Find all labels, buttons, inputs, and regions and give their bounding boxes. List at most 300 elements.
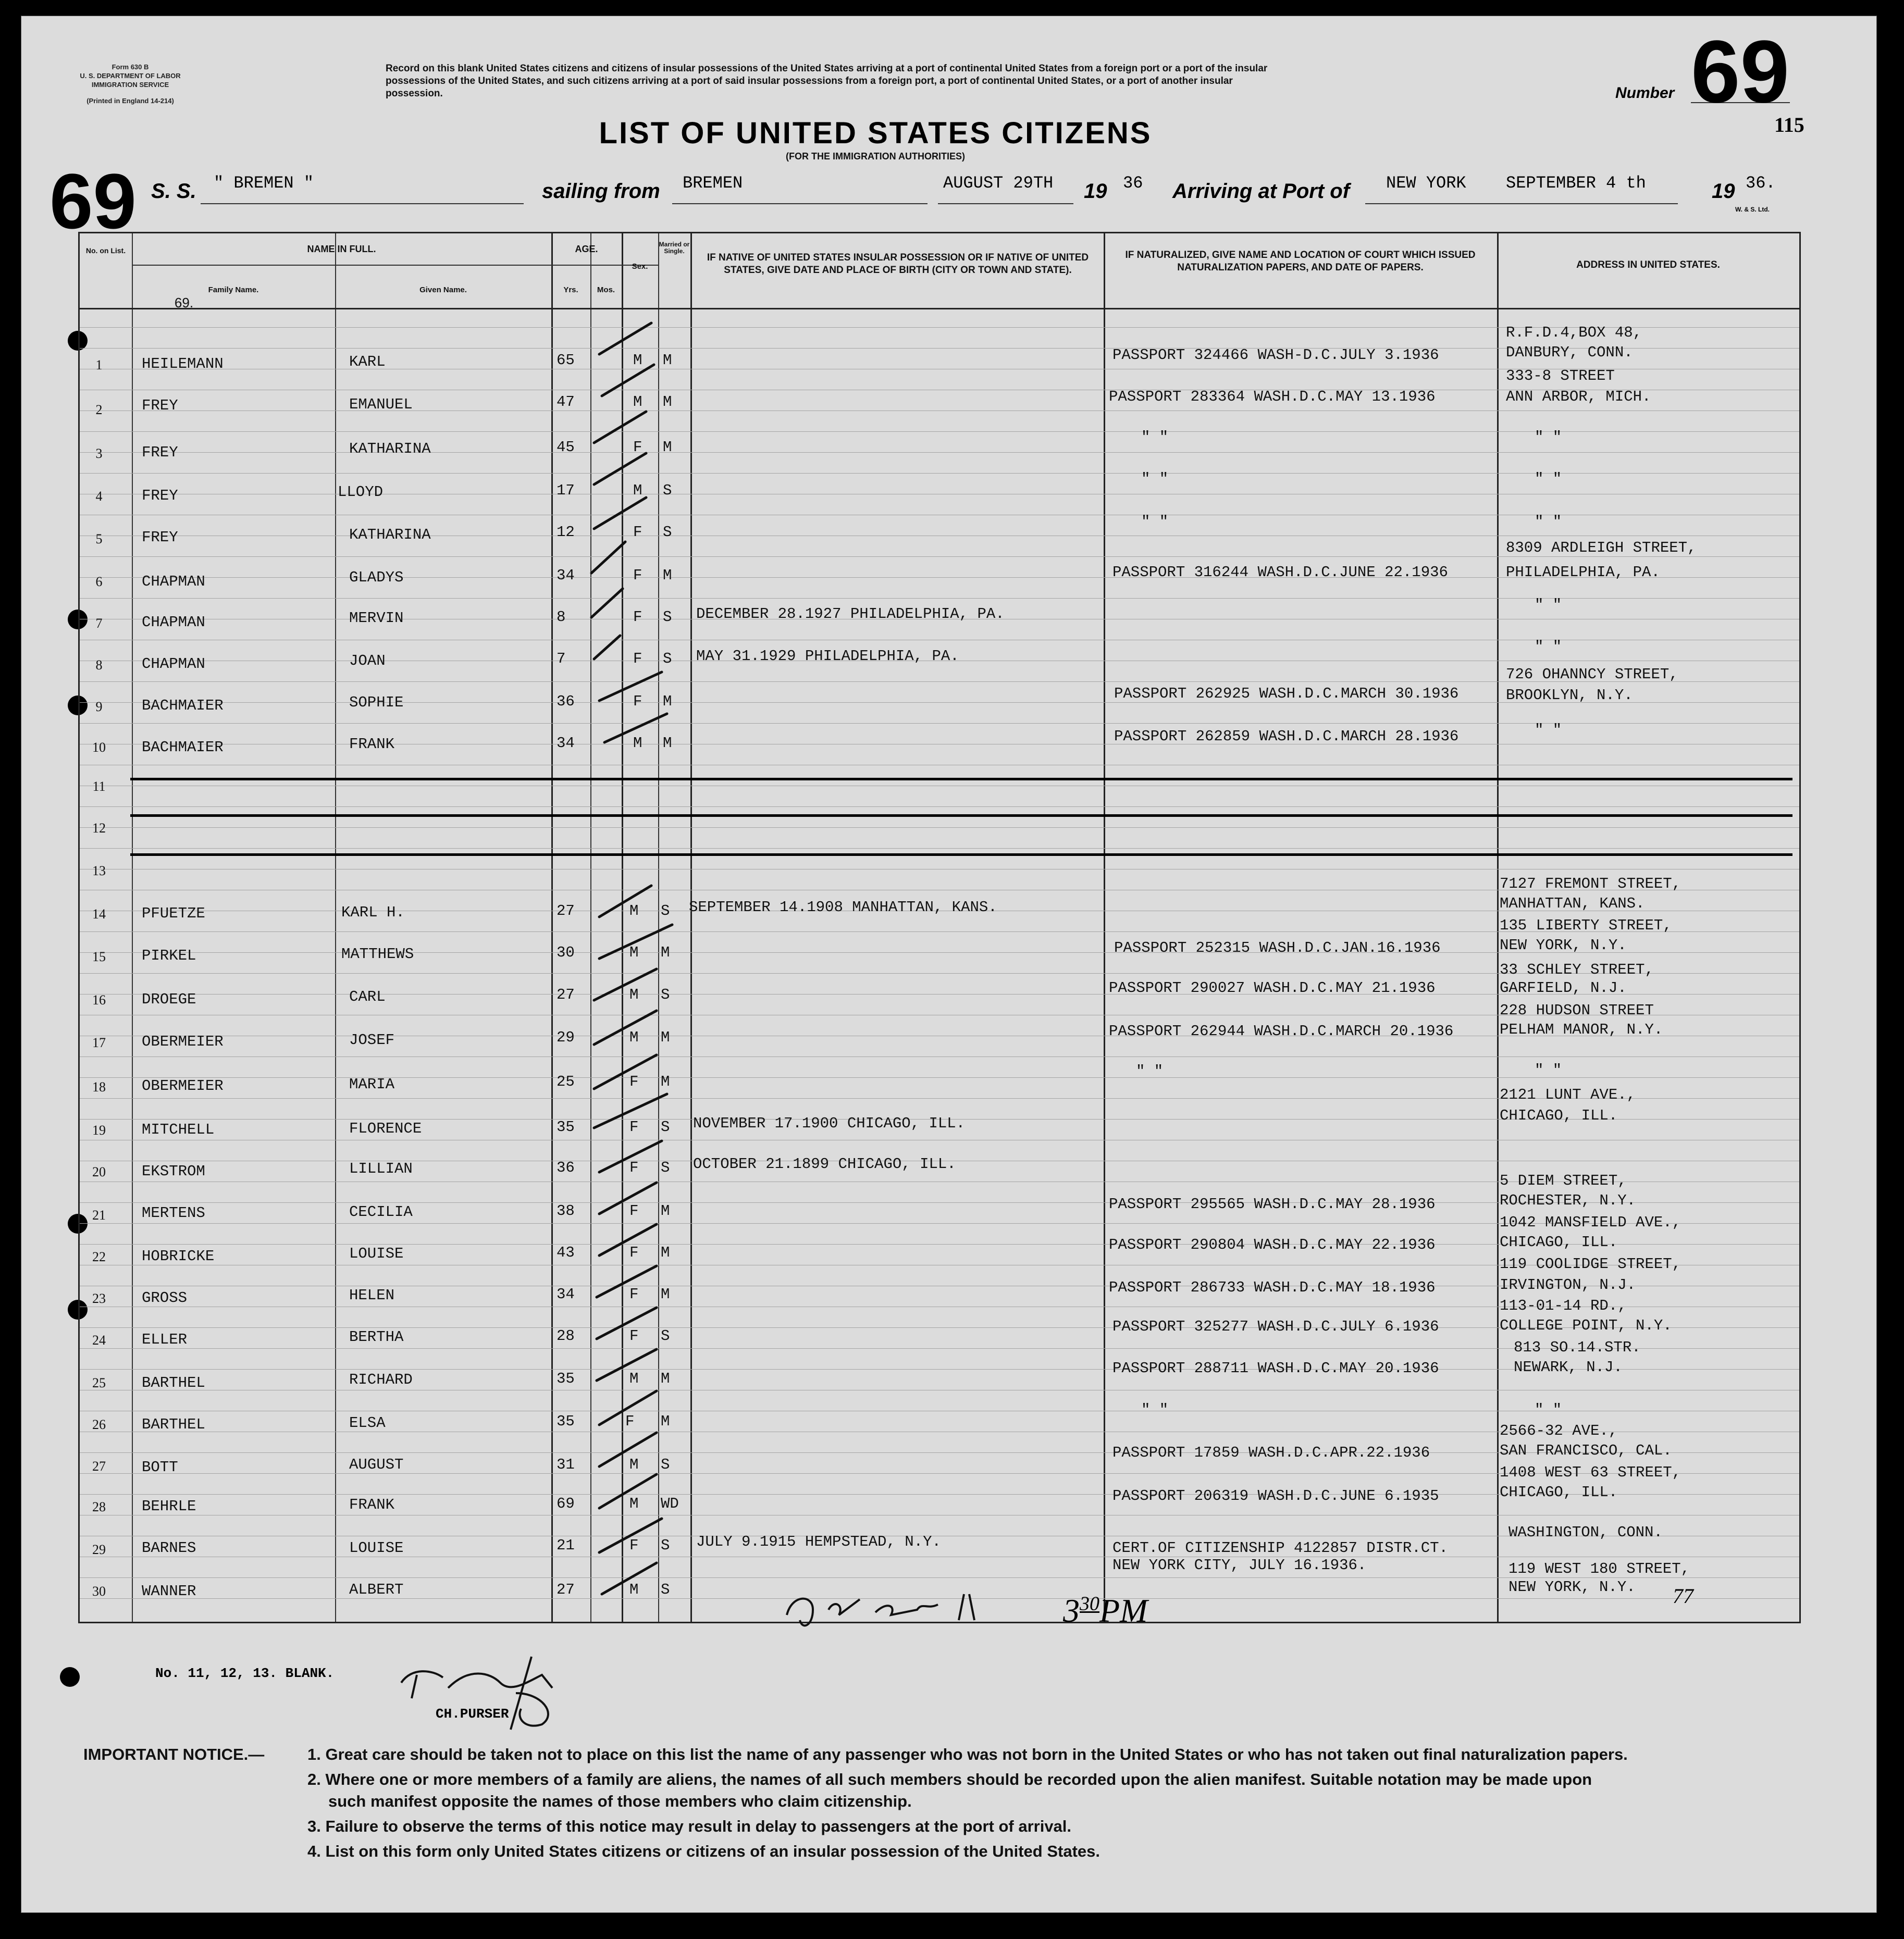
family-name: FREY — [142, 487, 178, 504]
given-name: KARL H. — [341, 904, 405, 921]
row-number: 2 — [95, 402, 103, 417]
age: 30 — [557, 944, 575, 961]
address-line1: " " — [1535, 513, 1562, 530]
marital-status: S — [661, 986, 670, 1003]
family-name: FREY — [142, 529, 178, 546]
birth-info: DECEMBER 28.1927 PHILADELPHIA, PA. — [696, 605, 1005, 623]
sex: F — [625, 1413, 635, 1430]
notice-item: 2. Where one or more members of a family are aliens, the names of all such members should be recorded upon the alien manifest. Suitable notation may be made upon — [307, 1770, 1592, 1788]
age: 45 — [557, 439, 575, 456]
marital-status: M — [661, 1286, 670, 1303]
address-line2: GARFIELD, N.J. — [1500, 979, 1627, 997]
marital-status: S — [661, 902, 670, 919]
family-name: FREY — [142, 397, 178, 414]
address-line1: 2121 LUNT AVE., — [1500, 1086, 1636, 1103]
address-line1: 2566-32 AVE., — [1500, 1422, 1618, 1439]
address-line2: SAN FRANCISCO, CAL. — [1500, 1442, 1672, 1459]
row-number: 1 — [95, 357, 103, 372]
sex: M — [629, 1495, 639, 1512]
family-name: ELLER — [142, 1331, 188, 1348]
row-number: 6 — [95, 574, 103, 589]
given-name: KARL — [349, 353, 386, 370]
family-name: CHAPMAN — [142, 655, 205, 673]
naturalization-info: PASSPORT 290027 WASH.D.C.MAY 21.1936 — [1109, 979, 1436, 997]
sex: M — [629, 902, 639, 919]
col-no: No. on List. — [85, 246, 126, 255]
col-yrs: Yrs. — [563, 285, 578, 294]
row-number: 9 — [95, 699, 103, 714]
marital-status: S — [661, 1327, 670, 1345]
sailing-year: 36 — [1123, 173, 1143, 193]
col-given: Given Name. — [419, 285, 467, 294]
sex: F — [633, 650, 642, 667]
arrival-year: 36. — [1746, 173, 1776, 193]
address-line2: ANN ARBOR, MICH. — [1506, 388, 1651, 405]
given-name: LOUISE — [349, 1245, 404, 1262]
address-line2: DANBURY, CONN. — [1506, 344, 1633, 361]
marital-status: S — [661, 1581, 670, 1598]
given-name: KATHARINA — [349, 526, 431, 543]
ss-label: S. S. — [151, 180, 196, 203]
col-age: AGE. — [575, 244, 598, 254]
naturalization-info: PASSPORT 295565 WASH.D.C.MAY 28.1936 — [1109, 1196, 1436, 1213]
marital-status: S — [663, 608, 672, 626]
address-line2: CHICAGO, ILL. — [1500, 1107, 1618, 1124]
marital-status: M — [661, 1244, 670, 1261]
sailing-port: BREMEN — [683, 173, 743, 193]
sex: F — [629, 1286, 639, 1303]
age: 27 — [557, 902, 575, 919]
notice-item: 4. List on this form only United States citizens or citizens of an insular possession of the United States. — [307, 1842, 1100, 1860]
arrival-date: SEPTEMBER 4 th — [1506, 173, 1646, 193]
preamble-text: Record on this blank United States citizens and citizens of insular possessions of the United States arriving at a port of continental United States from a foreign port or a port of the insular possessions of the United States, and such citizens arriving at a port of said insular possessions from a foreign port, a port of continental United States, or a port of another insular possession. — [386, 63, 1268, 99]
grid-line — [132, 233, 133, 1622]
age: 34 — [557, 567, 575, 584]
rule-line — [80, 1056, 1799, 1057]
address-line1: 726 OHANNCY STREET, — [1506, 666, 1678, 683]
marital-status: M — [661, 1073, 670, 1090]
row-number: 4 — [95, 489, 103, 504]
address-line1: " " — [1535, 470, 1562, 488]
blank-row-strike — [130, 778, 1792, 780]
family-name: BACHMAIER — [142, 739, 224, 756]
family-name: DROEGE — [142, 991, 196, 1008]
sailing-label: sailing from — [542, 180, 660, 203]
family-name: OBERMEIER — [142, 1077, 224, 1095]
marital-status: M — [661, 1029, 670, 1046]
grid-line — [80, 308, 1799, 309]
naturalization-info: PASSPORT 262859 WASH.D.C.MARCH 28.1936 — [1114, 728, 1459, 745]
marital-status: S — [661, 1537, 670, 1554]
given-name: FRANK — [349, 1496, 395, 1513]
naturalization-info: CERT.OF CITIZENSHIP 4122857 DISTR.CT. — [1112, 1539, 1448, 1557]
grid-line — [335, 233, 336, 1622]
age: 31 — [557, 1456, 575, 1473]
family-name: PFUETZE — [142, 905, 205, 922]
birth-info: OCTOBER 21.1899 CHICAGO, ILL. — [693, 1155, 956, 1173]
marital-status: M — [661, 1413, 670, 1430]
grid-line — [590, 233, 591, 1622]
address-line1: 228 HUDSON STREET — [1500, 1002, 1654, 1019]
marital-status: S — [663, 650, 672, 667]
address-line1: 813 SO.14.STR. — [1514, 1339, 1641, 1356]
row-number: 27 — [92, 1459, 106, 1474]
col-mos: Mos. — [597, 285, 615, 294]
address-line2: NEW YORK, N.Y. — [1509, 1578, 1636, 1596]
row-number: 30 — [92, 1584, 106, 1599]
sex: F — [629, 1244, 639, 1261]
row-number: 20 — [92, 1164, 106, 1179]
age: 28 — [557, 1327, 575, 1345]
sailing-year-prefix: 19 — [1084, 180, 1107, 203]
family-name: BEHRLE — [142, 1498, 196, 1515]
arrival-year-prefix: 19 — [1712, 180, 1735, 203]
address-line2: PHILADELPHIA, PA. — [1506, 564, 1660, 581]
address-line2: PELHAM MANOR, N.Y. — [1500, 1021, 1663, 1038]
family-name: HOBRICKE — [142, 1248, 215, 1265]
age: 36 — [557, 1159, 575, 1176]
naturalization-info: PASSPORT 316244 WASH.D.C.JUNE 22.1936 — [1112, 564, 1448, 581]
arrival-port: NEW YORK — [1386, 173, 1466, 193]
given-name: ALBERT — [349, 1581, 404, 1598]
naturalization-info: PASSPORT 17859 WASH.D.C.APR.22.1936 — [1112, 1444, 1430, 1461]
port-underline — [672, 203, 928, 204]
grid-line — [551, 233, 553, 1622]
birth-info: SEPTEMBER 14.1908 MANHATTAN, KANS. — [689, 899, 997, 916]
row-number: 29 — [92, 1542, 106, 1557]
address-line1: " " — [1535, 596, 1562, 614]
sex: M — [633, 482, 642, 499]
address-line2: CHICAGO, ILL. — [1500, 1234, 1618, 1251]
grid-line — [1104, 233, 1105, 1622]
marital-status: S — [663, 524, 672, 541]
sex: F — [629, 1537, 639, 1554]
marital-status: M — [663, 735, 672, 752]
given-name: EMANUEL — [349, 396, 413, 413]
rule-line — [80, 1577, 1799, 1578]
row-number: 28 — [92, 1499, 106, 1514]
address-line1: " " — [1535, 429, 1562, 446]
naturalization-info: NEW YORK CITY, JULY 16.1936. — [1112, 1557, 1367, 1574]
col-birth: IF NATIVE OF UNITED STATES INSULAR POSSESSION OR IF NATIVE OF UNITED STATES, GIVE DATE AND PLACE OF BIRTH (CITY OR TOWN AND STATE). — [707, 252, 1089, 276]
age: 21 — [557, 1537, 575, 1554]
sex: M — [629, 1370, 639, 1387]
age: 69 — [557, 1495, 575, 1512]
sex: M — [629, 1581, 639, 1598]
family-note: 69. — [174, 295, 194, 310]
given-name: CECILIA — [349, 1203, 413, 1221]
row-number: 23 — [92, 1291, 106, 1306]
row-number: 22 — [92, 1249, 106, 1264]
notice-item: such manifest opposite the names of those members who claim citizenship. — [328, 1792, 912, 1810]
grid-line — [690, 233, 692, 1622]
address-line2: CHICAGO, ILL. — [1500, 1484, 1618, 1501]
address-line1: 113-01-14 RD., — [1500, 1297, 1627, 1314]
family-name: CHAPMAN — [142, 573, 205, 590]
number-label: Number — [1615, 84, 1675, 102]
address-line1: 119 COOLIDGE STREET, — [1500, 1256, 1682, 1273]
given-name: AUGUST — [349, 1456, 404, 1473]
birth-info: NOVEMBER 17.1900 CHICAGO, ILL. — [693, 1115, 966, 1132]
age: 35 — [557, 1118, 575, 1136]
marital-status: M — [663, 693, 672, 710]
sex: F — [629, 1327, 639, 1345]
age: 27 — [557, 986, 575, 1003]
rule-line — [80, 556, 1799, 557]
age: 43 — [557, 1244, 575, 1261]
marital-status: M — [663, 439, 672, 456]
row-number: 19 — [92, 1123, 106, 1138]
sex: M — [633, 352, 642, 369]
marital-status: S — [661, 1159, 670, 1176]
age: 17 — [557, 482, 575, 499]
rule-line — [80, 1598, 1799, 1599]
naturalization-info: PASSPORT 325277 WASH.D.C.JULY 6.1936 — [1112, 1318, 1439, 1335]
address-line1: 1042 MANSFIELD AVE., — [1500, 1214, 1682, 1231]
age: 47 — [557, 393, 575, 411]
handwritten-note: 77 — [1673, 1584, 1693, 1608]
given-name: GLADYS — [349, 569, 404, 586]
marital-status: M — [661, 1370, 670, 1387]
given-name: LILLIAN — [349, 1160, 413, 1177]
address-line2: IRVINGTON, N.J. — [1500, 1276, 1636, 1294]
address-line1: 119 WEST 180 STREET, — [1509, 1560, 1690, 1577]
rule-line — [80, 827, 1799, 828]
family-name: CHAPMAN — [142, 614, 205, 631]
naturalization-info: PASSPORT 290804 WASH.D.C.MAY 22.1936 — [1109, 1236, 1436, 1253]
sex: M — [633, 735, 642, 752]
address-line1: " " — [1535, 638, 1562, 655]
family-name: FREY — [142, 444, 178, 461]
family-name: WANNER — [142, 1583, 196, 1600]
row-number: 26 — [92, 1417, 106, 1432]
address-line1: 33 SCHLEY STREET, — [1500, 961, 1654, 978]
sex: F — [629, 1118, 639, 1136]
age: 34 — [557, 1286, 575, 1303]
address-line2: MANHATTAN, KANS. — [1500, 895, 1645, 912]
address-line1: 135 LIBERTY STREET, — [1500, 917, 1672, 934]
marital-status: S — [663, 482, 672, 499]
address-line1: 8309 ARDLEIGH STREET, — [1506, 539, 1697, 556]
arrival-underline — [1365, 203, 1678, 204]
sex: M — [629, 986, 639, 1003]
naturalization-info: " " — [1141, 429, 1169, 446]
sex: M — [629, 944, 639, 961]
handwritten-list-mark: 69 — [50, 157, 137, 245]
col-sex: Sex. — [632, 262, 648, 271]
address-line1: " " — [1535, 1062, 1562, 1079]
given-name: MARIA — [349, 1076, 395, 1093]
time-annotation — [1063, 1592, 1147, 1630]
row-number: 14 — [92, 906, 106, 922]
family-name: GROSS — [142, 1289, 188, 1307]
row-number: 10 — [92, 740, 106, 755]
given-name: BERTHA — [349, 1328, 404, 1346]
time-hour: 3 — [1063, 1592, 1080, 1629]
family-name: BARNES — [142, 1539, 196, 1557]
notice-item: 3. Failure to observe the terms of this notice may result in delay to passengers at the port of arrival. — [307, 1817, 1072, 1835]
age: 65 — [557, 352, 575, 369]
family-name: MITCHELL — [142, 1121, 215, 1138]
age: 35 — [557, 1413, 575, 1430]
page-number: 115 — [1774, 113, 1804, 136]
ship-underline — [201, 203, 524, 204]
age: 8 — [557, 608, 566, 626]
row-number: 21 — [92, 1208, 106, 1223]
address-line1: R.F.D.4,BOX 48, — [1506, 324, 1642, 341]
punch-hole — [60, 1667, 80, 1687]
family-name: BACHMAIER — [142, 697, 224, 714]
row-number: 24 — [92, 1333, 106, 1348]
row-number: 7 — [95, 616, 103, 631]
date-underline — [938, 203, 1073, 204]
family-name: EKSTROM — [142, 1163, 205, 1180]
age: 25 — [557, 1073, 575, 1090]
given-name: LLOYD — [338, 483, 384, 501]
naturalization-info: " " — [1141, 1401, 1169, 1419]
row-number: 25 — [92, 1375, 106, 1390]
row-number: 3 — [95, 446, 103, 461]
naturalization-info: PASSPORT 288711 WASH.D.C.MAY 20.1936 — [1112, 1360, 1439, 1377]
given-name: HELEN — [349, 1287, 395, 1304]
given-name: SOPHIE — [349, 694, 404, 711]
address-line2: ROCHESTER, N.Y. — [1500, 1192, 1636, 1209]
family-name: MERTENS — [142, 1204, 205, 1222]
given-name: CARL — [349, 988, 386, 1005]
address-line2: COLLEGE POINT, N.Y. — [1500, 1317, 1672, 1334]
address-line1: 5 DIEM STREET, — [1500, 1172, 1627, 1189]
grid-line — [622, 233, 623, 1622]
age: 12 — [557, 524, 575, 541]
birth-info: MAY 31.1929 PHILADELPHIA, PA. — [696, 648, 959, 665]
family-name: PIRKEL — [142, 947, 196, 964]
sex: F — [633, 524, 642, 541]
naturalization-info: " " — [1141, 470, 1169, 488]
given-name: JOAN — [349, 652, 386, 669]
sex: F — [629, 1202, 639, 1220]
address-line2: NEW YORK, N.Y. — [1500, 937, 1627, 954]
purser-label: CH.PURSER — [436, 1706, 509, 1722]
notice-heading: IMPORTANT NOTICE.— — [83, 1745, 265, 1763]
rule-line — [80, 452, 1799, 453]
list-number: 69 — [1691, 22, 1790, 121]
address-line1: 333-8 STREET — [1506, 367, 1615, 384]
row-number: 5 — [95, 531, 103, 546]
naturalization-info: PASSPORT 262944 WASH.D.C.MARCH 20.1936 — [1109, 1023, 1454, 1040]
form-identifier: Form 630 B U. S. DEPARTMENT OF LABOR IMMIGRATION SERVICE (Printed in England 14-214) — [80, 63, 181, 105]
address-line2: NEWARK, N.J. — [1514, 1359, 1623, 1376]
naturalization-info: PASSPORT 262925 WASH.D.C.MARCH 30.1936 — [1114, 685, 1459, 702]
naturalization-info: " " — [1136, 1063, 1164, 1080]
row-number: 12 — [92, 821, 106, 836]
address-line1: " " — [1535, 1401, 1562, 1419]
col-name: NAME IN FULL. — [307, 244, 376, 254]
rule-line — [80, 848, 1799, 849]
col-address: ADDRESS IN UNITED STATES. — [1576, 259, 1720, 270]
ship-name: " BREMEN " — [214, 173, 314, 193]
notice-item: 1. Great care should be taken not to place on this list the name of any passenger who was not born in the United States or who has not taken out final naturalization papers. — [307, 1745, 1628, 1763]
naturalization-info: PASSPORT 286733 WASH.D.C.MAY 18.1936 — [1109, 1279, 1436, 1296]
col-family: Family Name. — [208, 285, 259, 294]
given-name: JOSEF — [349, 1031, 395, 1049]
age: 27 — [557, 1581, 575, 1598]
blank-row-strike — [130, 853, 1792, 856]
time-minutes: 30 — [1080, 1593, 1099, 1615]
given-name: LOUISE — [349, 1539, 404, 1557]
address-line1: 1408 WEST 63 STREET, — [1500, 1464, 1682, 1481]
naturalization-info: PASSPORT 206319 WASH.D.C.JUNE 6.1935 — [1112, 1487, 1439, 1505]
naturalization-info: PASSPORT 324466 WASH-D.C.JULY 3.1936 — [1112, 346, 1439, 364]
family-name: HEILEMANN — [142, 355, 224, 372]
row-number: 8 — [95, 657, 103, 673]
address-line2: BROOKLYN, N.Y. — [1506, 687, 1633, 704]
row-number: 13 — [92, 863, 106, 878]
time-suffix: PM — [1099, 1592, 1148, 1629]
given-name: FRANK — [349, 736, 395, 753]
page-subtitle: (FOR THE IMMIGRATION AUTHORITIES) — [786, 151, 965, 161]
age: 35 — [557, 1370, 575, 1387]
family-name: BARTHEL — [142, 1416, 205, 1433]
naturalization-info: PASSPORT 283364 WASH.D.C.MAY 13.1936 — [1109, 388, 1436, 405]
given-name: ELSA — [349, 1414, 386, 1432]
blank-row-strike — [130, 814, 1792, 817]
family-name: OBERMEIER — [142, 1033, 224, 1050]
age: 7 — [557, 650, 566, 667]
sex: M — [629, 1456, 639, 1473]
row-number: 11 — [92, 779, 106, 794]
row-number: 16 — [92, 992, 106, 1008]
given-name: RICHARD — [349, 1371, 413, 1388]
marital-status: M — [661, 944, 670, 961]
grid-line — [132, 265, 658, 266]
family-name: BARTHEL — [142, 1374, 205, 1391]
naturalization-info: PASSPORT 252315 WASH.D.C.JAN.16.1936 — [1114, 939, 1441, 956]
naturalization-info: " " — [1141, 513, 1169, 530]
sex: F — [633, 567, 642, 584]
sex: M — [629, 1029, 639, 1046]
sex: F — [633, 439, 642, 456]
age: 36 — [557, 693, 575, 710]
address-line1: WASHINGTON, CONN. — [1509, 1524, 1663, 1541]
sex: F — [629, 1159, 639, 1176]
grid-line — [658, 233, 659, 1622]
age: 29 — [557, 1029, 575, 1046]
blank-rows-note: No. 11, 12, 13. BLANK. — [155, 1665, 335, 1681]
address-line1: 7127 FREMONT STREET, — [1500, 875, 1682, 892]
address-line1: " " — [1535, 722, 1562, 739]
given-name: MATTHEWS — [341, 946, 414, 963]
arriving-label: Arriving at Port of — [1172, 180, 1350, 203]
age: 38 — [557, 1202, 575, 1220]
given-name: MERVIN — [349, 610, 404, 627]
marital-status: S — [661, 1118, 670, 1136]
row-number: 18 — [92, 1079, 106, 1095]
row-number: 15 — [92, 949, 106, 964]
birth-info: JULY 9.1915 HEMPSTEAD, N.Y. — [696, 1533, 941, 1550]
sailing-date: AUGUST 29TH — [943, 173, 1054, 193]
marital-status: M — [663, 352, 672, 369]
marital-status: M — [661, 1202, 670, 1220]
sex: F — [633, 608, 642, 626]
given-name: KATHARINA — [349, 440, 431, 457]
page-title: LIST OF UNITED STATES CITIZENS — [599, 116, 1152, 150]
printer-mark: W. & S. Ltd. — [1735, 206, 1770, 213]
given-name: FLORENCE — [349, 1120, 422, 1137]
age: 34 — [557, 735, 575, 752]
marital-status: M — [663, 393, 672, 411]
col-married: Married or Single. — [659, 241, 690, 255]
row-number: 17 — [92, 1035, 106, 1050]
